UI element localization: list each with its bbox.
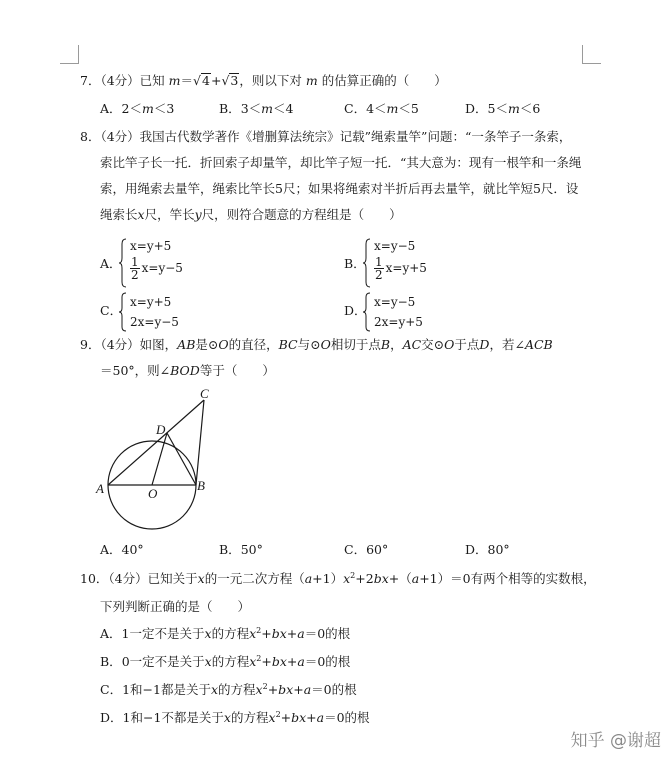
option-pre: 4＜ — [366, 101, 387, 116]
option-post: ＝0的根 — [311, 682, 357, 697]
q10-line-1 — [80, 566, 596, 591]
q7-score: （4分） — [100, 73, 140, 88]
q9-bod: BOD — [170, 363, 200, 378]
q9-b: B — [380, 337, 391, 352]
option-var: m — [141, 101, 154, 116]
q7-option-b[interactable] — [219, 99, 293, 117]
equation-2: 2x=y−5 — [130, 315, 179, 329]
q7-var-m2: m — [305, 73, 318, 88]
fraction-numerator: 1 — [131, 255, 139, 269]
option-square: 2 — [262, 682, 268, 691]
option-x: x — [204, 626, 212, 641]
q8-var-x: x — [137, 207, 145, 222]
option-letter: D． — [465, 101, 488, 116]
q7-plus: + — [210, 73, 222, 88]
brace-icon — [118, 292, 128, 332]
option-letter: B． — [219, 101, 241, 116]
q10-option-d[interactable] — [100, 705, 370, 730]
q9-o: O — [444, 337, 455, 352]
q8-var-y: y — [194, 207, 202, 222]
q9-acb: ACB — [524, 337, 553, 352]
q9-option-a[interactable] — [100, 540, 144, 558]
q10-text: +1） — [312, 571, 344, 586]
option-pre: 2＜ — [121, 101, 142, 116]
option-post: ＝0的根 — [324, 710, 370, 725]
option-eq: x — [249, 654, 257, 669]
q9-o: O — [218, 337, 229, 352]
q7-stem-a: 已知 — [139, 73, 165, 88]
tangent-bc — [196, 400, 204, 485]
zhihu-watermark: 知乎 @谢超 — [570, 731, 661, 751]
q7-number: 7． — [80, 73, 101, 88]
option-pre: 1和−1不都是关于 — [122, 710, 224, 725]
q10-line-2: 下列判断正确的是（ ） — [100, 599, 251, 614]
equation-1: x=y+5 — [130, 295, 172, 309]
option-post: ＜4 — [273, 101, 294, 116]
label-a: A — [96, 481, 104, 496]
q8-option-a[interactable] — [100, 236, 300, 292]
option-letter: B． — [219, 542, 241, 557]
option-mid: 的方程 — [230, 710, 269, 725]
q8-score: （4分） — [100, 129, 140, 144]
option-eq-rest: +bx+a — [261, 626, 305, 641]
q9-text: 等于（ ） — [199, 363, 275, 378]
option-letter: C． — [100, 303, 123, 318]
option-mid: 的方程 — [218, 682, 256, 697]
option-letter: B． — [344, 256, 366, 271]
label-b: B — [197, 478, 205, 493]
option-letter: D． — [465, 542, 488, 557]
q10-score: （4分） — [108, 571, 148, 586]
q9-text: 于点 — [454, 337, 480, 352]
option-text: 60° — [366, 542, 389, 557]
q10-text: +1）＝0有两个相等的实数根， — [419, 571, 596, 586]
q8-last-a: 绳索长 — [100, 207, 138, 222]
equation-1: x=y−5 — [374, 239, 416, 253]
fraction-numerator: 1 — [375, 255, 383, 269]
q9-line-1 — [80, 332, 553, 357]
brace-icon — [362, 238, 372, 288]
q10-bx: bx — [373, 571, 389, 586]
fraction — [130, 256, 140, 281]
q7-equals: ＝ — [180, 73, 194, 88]
q9-text: 与⊙ — [297, 337, 321, 352]
option-post: ＜3 — [153, 101, 175, 116]
q9-text: 交⊙ — [421, 337, 445, 352]
option-letter: A． — [100, 256, 122, 271]
option-letter: A． — [100, 542, 122, 557]
option-post: ＝0的根 — [304, 626, 351, 641]
q8-number: 8． — [80, 129, 101, 144]
q9-ab: AB — [177, 337, 196, 352]
q9-text: ，若∠ — [489, 337, 525, 352]
q8-c-system — [130, 292, 179, 332]
q9-geometry-figure — [88, 385, 228, 535]
q10-text: +（ — [388, 571, 412, 586]
q9-o: O — [320, 337, 331, 352]
equation-1: x=y+5 — [130, 239, 172, 253]
q7-option-c[interactable] — [344, 99, 419, 117]
q10-x: x — [197, 571, 205, 586]
q10-square: 2 — [350, 571, 356, 580]
q7-option-a[interactable] — [100, 99, 174, 117]
q10-option-a[interactable] — [100, 621, 350, 646]
option-pre: 5＜ — [487, 101, 508, 116]
option-eq-rest: +bx+a — [280, 710, 325, 725]
q8-option-d[interactable] — [344, 292, 544, 332]
q8-line-2: 索比竿子长一托．折回索子却量竿，却比竿子短一托．“其大意为：现有一根竿和一条绳 — [100, 155, 582, 170]
q9-text: ， — [390, 337, 403, 352]
sqrt-icon: √ — [221, 73, 230, 88]
q7-var-m: m — [168, 73, 181, 88]
equation-2 — [130, 256, 183, 281]
q7-stem-c: 的估算正确的（ ） — [321, 73, 447, 88]
equation-2-rest: x=y−5 — [141, 261, 183, 275]
option-eq: x — [268, 710, 276, 725]
q9-line-2 — [100, 358, 275, 383]
option-var: m — [507, 101, 520, 116]
option-square: 2 — [256, 654, 262, 663]
q7-option-d[interactable] — [465, 99, 540, 117]
option-text: 50° — [240, 542, 263, 557]
q9-option-c[interactable] — [344, 540, 388, 558]
label-c: C — [200, 386, 209, 401]
q9-text: 如图， — [139, 337, 178, 352]
option-pre: 3＜ — [240, 101, 262, 116]
q9-number: 9． — [80, 337, 101, 352]
option-text: 80° — [487, 542, 510, 557]
q9-ac: AC — [402, 337, 422, 352]
option-x: x — [223, 710, 231, 725]
q7-stem — [80, 68, 447, 93]
corner-mark-top-right — [582, 45, 601, 64]
option-letter: B． — [100, 654, 122, 669]
q7-stem-b: ，则以下对 — [239, 73, 302, 88]
option-letter: C． — [344, 542, 367, 557]
option-letter: C． — [100, 682, 123, 697]
q8-line-3: 索，用绳索去量竿，绳索比竿长5尺；如果将绳索对半折后再去量竿，就比竿短5尺．设 — [100, 181, 579, 196]
option-post: ＝0的根 — [304, 654, 351, 669]
q7-radicand-1: 4 — [202, 73, 210, 88]
option-mid: 的方程 — [211, 654, 250, 669]
q8-d-system — [374, 292, 423, 332]
option-post: ＜6 — [519, 101, 541, 116]
option-eq-rest: +bx+a — [261, 654, 305, 669]
option-x: x — [210, 682, 219, 697]
segment-bd — [167, 433, 196, 485]
q10-a: a — [304, 571, 313, 586]
q8-option-b[interactable] — [344, 236, 544, 292]
corner-mark-top-left — [60, 45, 79, 64]
q10-option-c[interactable] — [100, 677, 357, 702]
q8-text-1: 我国古代数学著作《增删算法统宗》记载”绳索量竿”问题：“一条竿子一条索， — [139, 129, 572, 144]
equation-2 — [374, 256, 427, 281]
sqrt-icon: √ — [193, 73, 201, 88]
q9-text: 是⊙ — [195, 337, 219, 352]
option-letter: A． — [100, 626, 122, 641]
q10-a: a — [411, 571, 420, 586]
q9-score: （4分） — [100, 337, 140, 352]
option-eq-rest: +bx+a — [267, 682, 312, 697]
q10-text: +2 — [355, 571, 374, 586]
option-letter: D． — [344, 303, 367, 318]
q9-text: ＝50°，则∠ — [100, 363, 171, 378]
label-o: O — [148, 486, 158, 501]
fraction-denominator: 2 — [131, 268, 139, 282]
option-pre: 1一定不是关于 — [121, 626, 205, 641]
option-post: ＜5 — [398, 101, 419, 116]
option-square: 2 — [275, 710, 281, 719]
q8-line-1 — [80, 124, 571, 149]
q8-line-4 — [100, 202, 402, 227]
q8-b-system — [374, 236, 427, 281]
q8-option-c[interactable] — [100, 292, 300, 332]
fraction-denominator: 2 — [375, 268, 383, 282]
option-x: x — [204, 654, 212, 669]
option-pre: 1和−1都是关于 — [122, 682, 211, 697]
q10-x: x — [343, 571, 351, 586]
brace-icon — [362, 292, 372, 332]
equation-2: 2x=y+5 — [374, 315, 423, 329]
option-eq: x — [249, 626, 257, 641]
option-var: m — [261, 101, 273, 116]
fraction — [374, 256, 384, 281]
option-var: m — [386, 101, 399, 116]
q9-option-d[interactable] — [465, 540, 510, 558]
q9-text: 的直径， — [228, 337, 279, 352]
option-square: 2 — [256, 626, 262, 635]
equation-1: x=y−5 — [374, 295, 416, 309]
q7-radicand-2: 3 — [230, 73, 239, 88]
option-mid: 的方程 — [211, 626, 250, 641]
option-eq: x — [255, 682, 263, 697]
brace-icon — [118, 238, 128, 288]
q9-text: 相切于点 — [330, 337, 381, 352]
q9-d: D — [479, 337, 490, 352]
q10-text: 的一元二次方程（ — [204, 571, 305, 586]
option-text: 40° — [121, 542, 144, 557]
q8-a-system — [130, 236, 183, 281]
option-letter: D． — [100, 710, 123, 725]
q8-last-c: 尺，则符合题意的方程组是（ ） — [201, 207, 402, 222]
option-letter: A． — [100, 101, 122, 116]
label-d: D — [156, 422, 166, 437]
q10-text: 已知关于 — [147, 571, 198, 586]
q10-number: 10． — [80, 571, 109, 586]
q9-option-b[interactable] — [219, 540, 263, 558]
q8-last-b: 尺，竿长 — [144, 207, 195, 222]
equation-2-rest: x=y+5 — [385, 261, 427, 275]
option-letter: C． — [344, 101, 367, 116]
q10-option-b[interactable] — [100, 649, 350, 674]
q9-bc: BC — [278, 337, 298, 352]
option-pre: 0一定不是关于 — [121, 654, 205, 669]
